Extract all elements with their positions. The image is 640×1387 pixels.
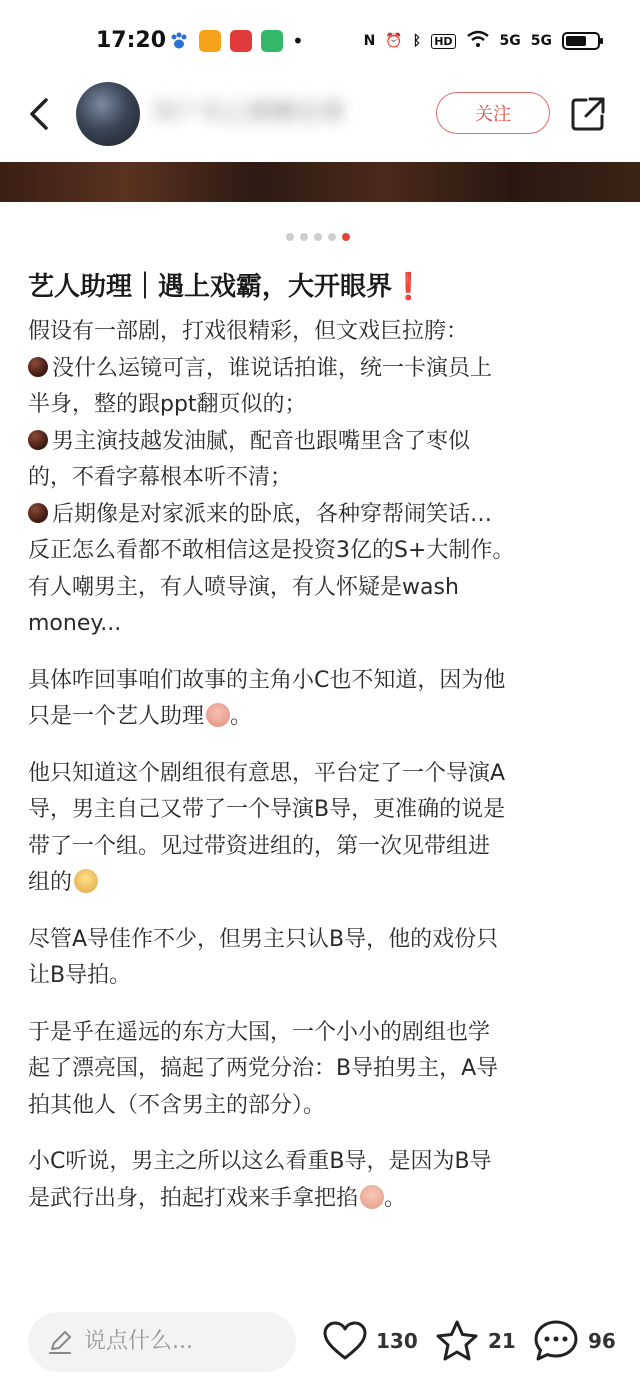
pen-icon bbox=[46, 1328, 74, 1356]
carousel-dot bbox=[314, 233, 322, 241]
signal-5g-2: 5G bbox=[530, 33, 552, 49]
text-line: 带了一个组。见过带资进组的，第一次见带组进 bbox=[28, 833, 491, 859]
text-line: 尽管A导佳作不少，但男主只认B导，他的戏份只 bbox=[28, 926, 499, 952]
paw-icon bbox=[168, 30, 190, 52]
paragraph-1 bbox=[28, 314, 618, 643]
text-line: 反正怎么看都不敢相信这是投资3亿的S+大制作。 bbox=[28, 538, 515, 563]
alarm-icon: ⏰ bbox=[385, 33, 403, 49]
bullet-icon bbox=[28, 430, 48, 450]
emoji-icon bbox=[206, 703, 230, 727]
carousel-dot-active bbox=[342, 233, 350, 241]
like-button[interactable] bbox=[322, 1314, 418, 1368]
text-line: 假设有一部剧，打戏很精彩，但文戏巨拉胯： bbox=[28, 319, 469, 344]
period: 。 bbox=[384, 1185, 407, 1211]
text-line: 只是一个艺人助理 bbox=[28, 704, 205, 729]
text-line: money... bbox=[28, 611, 122, 636]
text-line: 具体咋回事咱们故事的主角小C也不知道，因为他 bbox=[28, 667, 506, 693]
text-line: 导，男主自己又带了一个导演B导，更准确的说是 bbox=[28, 797, 506, 822]
back-button[interactable] bbox=[22, 94, 62, 134]
text-line: 他只知道这个剧组很有意思，平台定了一个导演A bbox=[28, 760, 506, 786]
text-line: 拍其他人（不含男主的部分）。 bbox=[28, 1092, 326, 1118]
hd-badge: HD bbox=[431, 34, 455, 49]
post-content bbox=[28, 262, 618, 1237]
star-icon bbox=[434, 1319, 480, 1363]
chevron-left-icon bbox=[22, 94, 62, 134]
post-title bbox=[28, 262, 618, 312]
favorite-count: 21 bbox=[488, 1329, 516, 1353]
red-app-icon bbox=[230, 30, 252, 52]
text-line: 小C听说，男主之所以这么看重B导，是因为B导 bbox=[28, 1149, 492, 1174]
post-image[interactable] bbox=[0, 162, 640, 202]
dot-icon: • bbox=[292, 29, 304, 53]
post-header bbox=[0, 80, 640, 162]
carousel-dot bbox=[286, 233, 294, 241]
period: 。 bbox=[230, 704, 253, 729]
share-button[interactable] bbox=[568, 94, 608, 134]
text-line: 是武行出身，拍起打戏来手拿把掐 bbox=[28, 1185, 359, 1211]
carousel-indicator bbox=[286, 233, 350, 241]
avatar[interactable] bbox=[76, 82, 140, 146]
bullet-line bbox=[28, 351, 618, 388]
signal-5g-1: 5G bbox=[499, 33, 521, 49]
paragraph-2 bbox=[28, 663, 618, 736]
bullet-icon bbox=[28, 503, 48, 523]
author-name[interactable]: 用户名已模糊处理 bbox=[152, 98, 344, 126]
weibo-icon bbox=[199, 30, 221, 52]
text-line: 让B导拍。 bbox=[28, 963, 132, 988]
emoji-icon bbox=[360, 1185, 384, 1209]
paragraph-6 bbox=[28, 1144, 618, 1217]
text-line: 组的 bbox=[28, 870, 73, 895]
text-line: 有人嘲男主，有人喷导演，有人怀疑是wash bbox=[28, 574, 459, 600]
battery-icon bbox=[562, 32, 600, 50]
text-line bbox=[28, 1181, 618, 1218]
comment-bubble-icon bbox=[532, 1318, 580, 1364]
wifi-icon bbox=[466, 30, 490, 52]
nfc-icon: N bbox=[363, 33, 376, 49]
text-line: 后期像是对家派来的卧底，各种穿帮闹笑话… bbox=[52, 501, 493, 527]
share-icon bbox=[568, 94, 608, 134]
bottom-action-bar bbox=[0, 1296, 640, 1387]
paragraph-4 bbox=[28, 922, 618, 995]
comment-placeholder: 说点什么... bbox=[84, 1329, 193, 1354]
text-line: 起了漂亮国，搞起了两党分治：B导拍男主，A导 bbox=[28, 1056, 499, 1081]
carousel-dot bbox=[328, 233, 336, 241]
bullet-line bbox=[28, 424, 618, 461]
bluetooth-icon: ᛒ bbox=[412, 33, 422, 49]
follow-button[interactable]: 关注 bbox=[436, 92, 550, 134]
text-line bbox=[28, 699, 618, 736]
status-time: 17:20 bbox=[96, 28, 167, 53]
favorite-button[interactable] bbox=[434, 1314, 516, 1368]
comment-count: 96 bbox=[588, 1329, 616, 1353]
comment-button[interactable] bbox=[532, 1314, 616, 1368]
emoji-icon bbox=[74, 869, 98, 893]
comment-input[interactable] bbox=[28, 1312, 296, 1372]
paragraph-3 bbox=[28, 756, 618, 902]
carousel-dot bbox=[300, 233, 308, 241]
like-count: 130 bbox=[376, 1329, 418, 1353]
status-indicators bbox=[364, 26, 600, 56]
heart-icon bbox=[322, 1320, 368, 1362]
post-title-text: 艺人助理｜遇上戏霸，大开眼界 bbox=[28, 272, 393, 302]
text-line: 于是乎在遥远的东方大国，一个小小的剧组也学 bbox=[28, 1019, 491, 1045]
chat-app-icon bbox=[261, 30, 283, 52]
text-line: 半身，整的跟ppt翻页似的； bbox=[28, 392, 307, 417]
text-line: 没什么运镜可言，谁说话拍谁，统一卡演员上 bbox=[52, 355, 493, 381]
text-line: 男主演技越发油腻，配音也跟嘴里含了枣似 bbox=[52, 428, 471, 454]
bullet-icon bbox=[28, 357, 48, 377]
text-line: 的，不看字幕根本听不清； bbox=[28, 465, 293, 490]
notification-icons bbox=[168, 26, 304, 56]
text-line bbox=[28, 865, 618, 902]
paragraph-5 bbox=[28, 1015, 618, 1125]
exclamation-mark: ❗ bbox=[392, 272, 425, 302]
status-bar bbox=[0, 0, 640, 80]
bullet-line bbox=[28, 497, 618, 534]
